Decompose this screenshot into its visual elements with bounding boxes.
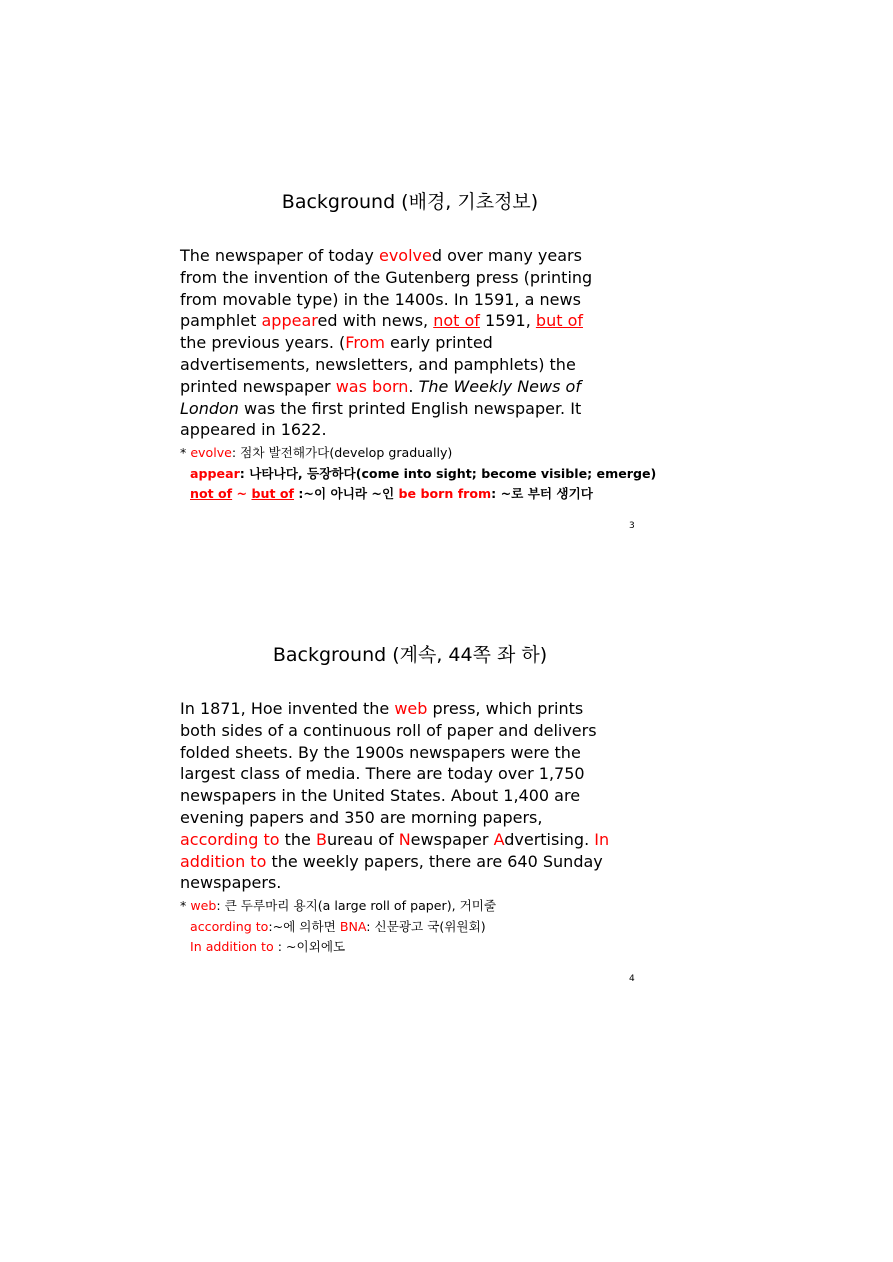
page-number: 3 bbox=[629, 521, 635, 531]
highlight-but-of: but of bbox=[535, 311, 583, 331]
publication-title: The Weekly News of bbox=[418, 376, 581, 396]
highlight-in-addition-to: In bbox=[594, 829, 610, 849]
slide-body: The newspaper of today evolved over many years from the invention of the Gutenberg press (printing from movable type) in the 1400s. In 1591, a news pamphlet appeared with news, not of 1591, but of the previous years. (From early printed advertisements, newsletters, and pamphlets) the printed newspaper was born. The Weekly News of London was the first printed English newspaper. It appeared in 1622. bbox=[180, 246, 593, 440]
highlight-evolve: evolve bbox=[378, 246, 432, 265]
vocabulary-notes: * evolve: 점차 발전해가다(develop gradually) appear: 나타나다, 등장하다(come into sight; become visible; emerge) not of ~ but of :~이 아니라 ~인 be born from: ~로 부터 생기다 bbox=[180, 445, 657, 501]
page-number: 4 bbox=[629, 974, 635, 984]
highlight-appear: appear bbox=[261, 311, 318, 331]
slide-title: Background (계속, 44쪽 좌 하) bbox=[272, 644, 548, 666]
slide-body: In 1871, Hoe invented the web press, which prints both sides of a continuous roll of paper and delivers folded sheets. By the 1900s newspapers were the largest class of media. There are today over 1,750 newspapers in the United States. About 1,400 are evening papers and 350 are morning papers, according to the Bureau of Newspaper Advertising. In addition to the weekly papers, there are 640 Sunday newspapers. bbox=[180, 699, 610, 893]
highlight-not-of: not of bbox=[433, 311, 480, 331]
vocabulary-notes: * web: 큰 두루마리 용지(a large roll of paper), 거미줄 according to:~에 의하면 BNA: 신문광고 국(위원회) In addition to : ~이외에도 bbox=[180, 898, 497, 954]
highlight-from: From bbox=[345, 333, 385, 353]
highlight-web: web bbox=[394, 699, 428, 718]
highlight-was-born: was born bbox=[335, 376, 409, 396]
slide-title: Background (배경, 기초정보) bbox=[281, 191, 539, 213]
highlight-according-to: according to bbox=[180, 829, 280, 849]
